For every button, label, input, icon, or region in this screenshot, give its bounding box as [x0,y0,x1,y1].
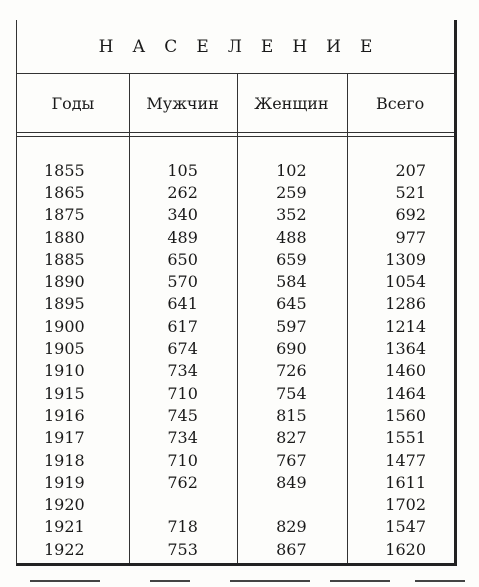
table-row [17,427,454,449]
cell-men: 489 [167,227,198,247]
table-body [17,159,454,560]
cell-total: 1460 [385,361,427,381]
cell-year: 1920 [44,495,85,515]
cell-year: 1921 [44,517,85,537]
table-row [17,471,454,493]
cell-women: 827 [276,428,307,448]
table-row [17,181,454,203]
cell-year: 1875 [44,205,85,225]
cell-year: 1885 [44,249,85,269]
cell-men: 710 [167,383,198,403]
cell-total: 1551 [385,428,427,448]
cell-women: 815 [276,405,307,425]
cell-year: 1905 [44,339,85,359]
table-row [17,315,454,337]
cell-women: 488 [276,227,307,247]
cell-year: 1880 [44,227,85,247]
header-men: Мужчин [146,93,219,113]
cell-year: 1865 [44,182,85,202]
cell-men: 617 [167,316,198,336]
cell-total: 1214 [385,316,427,336]
cell-year: 1890 [44,272,85,292]
cell-year: 1916 [44,405,85,425]
cell-men: 650 [167,249,198,269]
cell-total: 1702 [385,495,427,515]
cell-men: 762 [167,472,198,492]
cell-total: 1054 [385,272,427,292]
cell-year: 1895 [44,294,85,314]
table-row [17,293,454,315]
table-row [17,382,454,404]
cell-men: 262 [167,182,198,202]
cell-total: 1547 [385,517,427,537]
cell-men: 710 [167,450,198,470]
table-row [17,159,454,181]
cell-total: 1286 [385,294,427,314]
cell-total: 1620 [385,539,427,559]
cell-total: 977 [395,227,427,247]
cell-women: 352 [276,205,307,225]
cell-total: 692 [395,205,427,225]
table-row [17,493,454,515]
cell-women: 767 [276,450,307,470]
cell-men: 105 [167,160,198,180]
cell-year: 1855 [44,160,85,180]
table-row [17,516,454,538]
cell-total: 521 [395,182,427,202]
table-row [17,270,454,292]
table-row [17,538,454,560]
cell-women: 645 [276,294,307,314]
cell-men: 641 [167,294,198,314]
cell-women: 584 [276,272,307,292]
table-title: НАСЕЛЕНИЕ [98,36,392,57]
header-double-rule [17,132,454,137]
table-title-row [17,20,454,74]
cell-men: 734 [167,361,198,381]
cell-women: 754 [276,383,307,403]
cell-year: 1917 [44,428,85,448]
cell-men: 340 [167,205,198,225]
table-row [17,337,454,359]
table-row [17,449,454,471]
header-total: Всего [376,93,425,113]
header-women: Женщин [254,93,329,113]
cropped-text-fragment [0,576,479,587]
table-row [17,360,454,382]
cell-women: 867 [276,539,307,559]
cell-men: 745 [167,405,198,425]
cell-men: 570 [167,272,198,292]
cell-men: 674 [167,339,198,359]
header-years: Годы [51,93,95,113]
cell-women: 726 [276,361,307,381]
cell-women: 829 [276,517,307,537]
cell-total: 1611 [385,472,427,492]
cell-total: 207 [395,160,427,180]
cell-total: 1477 [385,450,427,470]
cell-women: 259 [276,182,307,202]
cell-women: 659 [276,249,307,269]
cell-year: 1919 [44,472,85,492]
cell-men: 734 [167,428,198,448]
cell-year: 1915 [44,383,85,403]
cell-year: 1922 [44,539,85,559]
cell-women: 102 [276,160,307,180]
cell-total: 1464 [385,383,427,403]
table-row [17,248,454,270]
cell-total: 1309 [385,249,427,269]
table-row [17,204,454,226]
cell-total: 1560 [385,405,427,425]
cell-men: 718 [167,517,198,537]
cell-women: 690 [276,339,307,359]
cell-women: 597 [276,316,307,336]
header-row [17,74,454,132]
cell-total: 1364 [385,339,427,359]
cell-women: 849 [276,472,307,492]
cell-year: 1910 [44,361,85,381]
population-table [16,20,457,566]
table-row [17,226,454,248]
cell-year: 1918 [44,450,85,470]
cell-year: 1900 [44,316,85,336]
cell-men: 753 [167,539,198,559]
table-row [17,404,454,426]
